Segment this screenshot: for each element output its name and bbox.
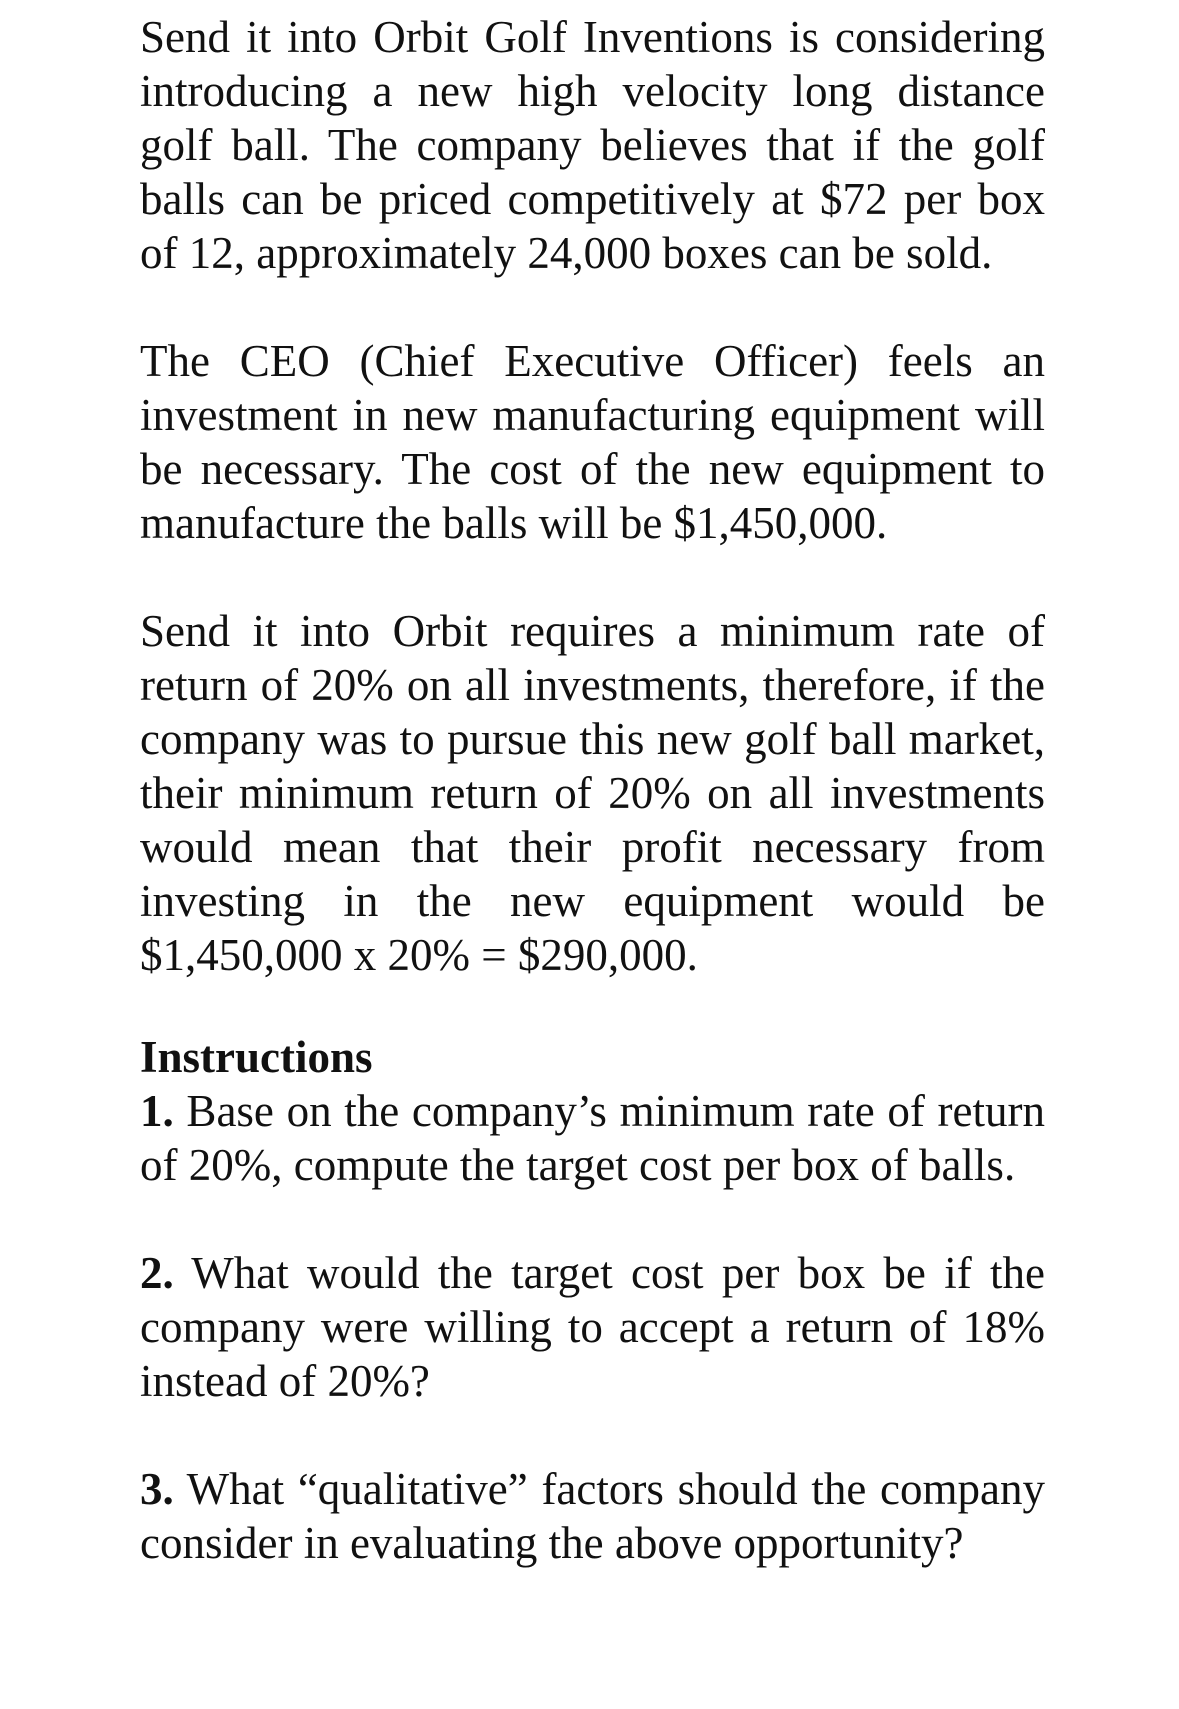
ceo-paragraph: The CEO (Chief Executive Officer) feels an investment in new manufacturing equipment will be necessary. The cost of the new equipment to manufacture the balls will be $1,450,000. [140, 336, 1045, 548]
instructions-heading: Instructions [140, 1032, 373, 1082]
return-paragraph: Send it into Orbit requires a minimum rate of return of 20% on all investments, therefore, if the company was to pursue this new golf ball market, their minimum return of 20% on all investments would mean that their profit necessary from investing in the new equipment would be $1,450,000 x 20% = $290,000. [140, 606, 1045, 980]
question-1 [140, 1084, 1045, 1192]
question-3-text: What “qualitative” factors should the company consider in evaluating the above opportunity? [140, 1464, 1045, 1568]
question-2 [140, 1246, 1045, 1408]
document-page [140, 10, 1045, 1570]
intro-paragraph: Send it into Orbit Golf Inventions is considering introducing a new high velocity long distance golf ball. The company believes that if the golf balls can be priced competitively at $72 per box of 12, approximately 24,000 boxes can be sold. [140, 12, 1045, 278]
question-1-text: Base on the company’s minimum rate of return of 20%, compute the target cost per box of balls. [140, 1086, 1045, 1190]
question-3-number: 3. [140, 1464, 174, 1514]
question-3 [140, 1462, 1045, 1570]
question-2-number: 2. [140, 1248, 174, 1298]
question-1-number: 1. [140, 1086, 174, 1136]
question-2-text: What would the target cost per box be if the company were willing to accept a return of 18% instead of 20%? [140, 1248, 1045, 1406]
